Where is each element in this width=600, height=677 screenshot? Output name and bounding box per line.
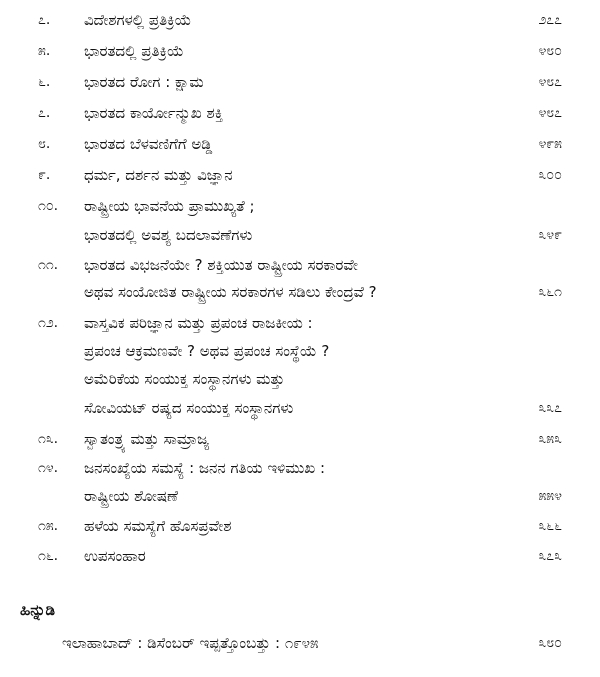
entry-title: ಭಾರತದ ಕಾರ್ಯೋನ್ಮುಖ ಶಕ್ತಿ <box>84 104 223 122</box>
entry-page: ೩೩೭ <box>538 400 562 416</box>
toc-entry <box>0 541 600 571</box>
entry-page: ೪೯೫ <box>538 136 562 152</box>
entry-page: ೩೫೩ <box>538 431 562 447</box>
toc-entry <box>0 36 600 66</box>
entry-number: ೧೦. <box>38 198 59 214</box>
entry-page: ೩೪೯ <box>538 227 562 243</box>
entry-number: ೧೫. <box>38 518 59 534</box>
entry-number: ೫. <box>38 43 51 59</box>
entry-title: ಜನಸಂಖ್ಯೆಯ ಸಮಸ್ಯೆ : ಜನನ ಗತಿಯ ಇಳಿಮುಖ : <box>84 459 326 477</box>
entry-title: ಭಾರತದಲ್ಲಿ ಪ್ರತಿಕ್ರಿಯೆ <box>84 42 184 60</box>
entry-title: ಸ್ವಾತಂತ್ರ್ಯ ಮತ್ತು ಸಾಮ್ರಾಜ್ಯ <box>84 430 210 448</box>
entry-title: ಹಳೆಯ ಸಮಸ್ಯೆಗೆ ಹೊಸಪ್ರವೇಶ <box>84 517 232 535</box>
appendix-entry <box>0 628 600 658</box>
entry-page: ೩೬೬ <box>538 518 562 534</box>
entry-title: ಪ್ರಪಂಚ ಆಕ್ರಮಣವೇ ? ಅಥವ ಪ್ರಪಂಚ ಸಂಸ್ಥೆಯೆ ? <box>84 342 330 360</box>
entry-title: ಭಾರತದ ವಿಭಜನೆಯೇ ? ಶಕ್ತಿಯುತ ರಾಷ್ಟ್ರೀಯ ಸರಕಾರವೇ <box>84 256 358 274</box>
toc-entry-continuation <box>0 277 600 307</box>
entry-title: ಧರ್ಮ, ದರ್ಶನ ಮತ್ತು ವಿಜ್ಞಾನ <box>84 166 233 184</box>
entry-title: ರಾಷ್ಟ್ರೀಯ ಶೋಷಣೆ <box>84 487 178 505</box>
entry-number: ೧೬. <box>38 548 59 564</box>
toc-entry <box>0 250 600 280</box>
entry-number: ೧೧. <box>38 257 59 273</box>
entry-page: ೫೫೪ <box>538 488 562 504</box>
entry-number: ೧೪. <box>38 460 59 476</box>
toc-entry-continuation <box>0 364 600 394</box>
appendix-heading: ಹಿನ್ನುಡಿ <box>20 601 55 619</box>
toc-entry <box>0 5 600 35</box>
toc-entry-continuation <box>0 393 600 423</box>
entry-title: ಭಾರತದ ರೋಗ : ಕ್ಷಾಮ <box>84 73 204 91</box>
entry-title: ಉಪಸಂಹಾರ <box>84 547 146 565</box>
toc-entry-continuation <box>0 220 600 250</box>
entry-page: ೨೭೭ <box>538 12 562 28</box>
toc-entry <box>0 453 600 483</box>
entry-page: ೪೮೦ <box>538 43 562 59</box>
toc-entry-continuation <box>0 336 600 366</box>
entry-page: ೪೮೭ <box>538 74 562 90</box>
entry-page: ೩೬೧ <box>538 284 562 300</box>
entry-title: ಭಾರತದ ಬೆಳವಣಿಗೆಗೆ ಅಡ್ಡಿ <box>84 135 213 153</box>
entry-number: ೭. <box>38 105 51 121</box>
toc-entry-continuation <box>0 481 600 511</box>
toc-entry <box>0 98 600 128</box>
entry-page: ೩೦೦ <box>538 167 562 183</box>
entry-number: ೬. <box>38 74 51 90</box>
entry-title: ಅಮೆರಿಕೆಯ ಸಂಯುಕ್ತ ಸಂಸ್ಥಾನಗಳು ಮತ್ತು <box>84 370 285 388</box>
toc-entry <box>0 67 600 97</box>
toc-entry <box>0 511 600 541</box>
entry-page: ೩೭೩ <box>538 548 562 564</box>
entry-title: ಅಥವ ಸಂಯೋಜಿತ ರಾಷ್ಟ್ರೀಯ ಸರಕಾರಗಳ ಸಡಿಲು ಕೇಂದ್ರವೆ ? <box>84 283 377 301</box>
entry-title: ಭಾರತದಲ್ಲಿ ಅವಶ್ಯ ಬದಲಾವಣೆಗಳು <box>84 226 253 244</box>
toc-entry <box>0 308 600 338</box>
entry-title: ವಾಸ್ತವಿಕ ಪರಿಜ್ಞಾನ ಮತ್ತು ಪ್ರಪಂಚ ರಾಜಕೀಯ : <box>84 314 313 332</box>
toc-entry <box>0 129 600 159</box>
toc-entry <box>0 160 600 190</box>
entry-title: ಸೋವಿಯಟ್ ರಷ್ಯದ ಸಂಯುಕ್ತ ಸಂಸ್ಥಾನಗಳು <box>84 399 294 417</box>
entry-number: ೭. <box>38 12 51 28</box>
entry-number: ೧೨. <box>38 315 59 331</box>
entry-number: ೯. <box>38 167 51 183</box>
entry-title: ರಾಷ್ಟ್ರೀಯ ಭಾವನೆಯ ಪ್ರಾಮುಖ್ಯತೆ ; <box>84 197 255 215</box>
toc-entry <box>0 424 600 454</box>
entry-page: ೪೮೭ <box>538 105 562 121</box>
entry-number: ೮. <box>38 136 51 152</box>
entry-page: ೩೮೦ <box>538 635 562 651</box>
entry-title: ವಿದೇಶಗಳಲ್ಲಿ ಪ್ರತಿಕ್ರಿಯೆ <box>84 11 192 29</box>
entry-number: ೧೩. <box>38 431 59 447</box>
toc-entry <box>0 191 600 221</box>
entry-title: ಇಲಾಹಾಬಾದ್ : ಡಿಸೆಂಬರ್ ಇಪ್ಪತ್ತೊಂಬತ್ತು : ೧೯೪೫ <box>62 634 319 652</box>
